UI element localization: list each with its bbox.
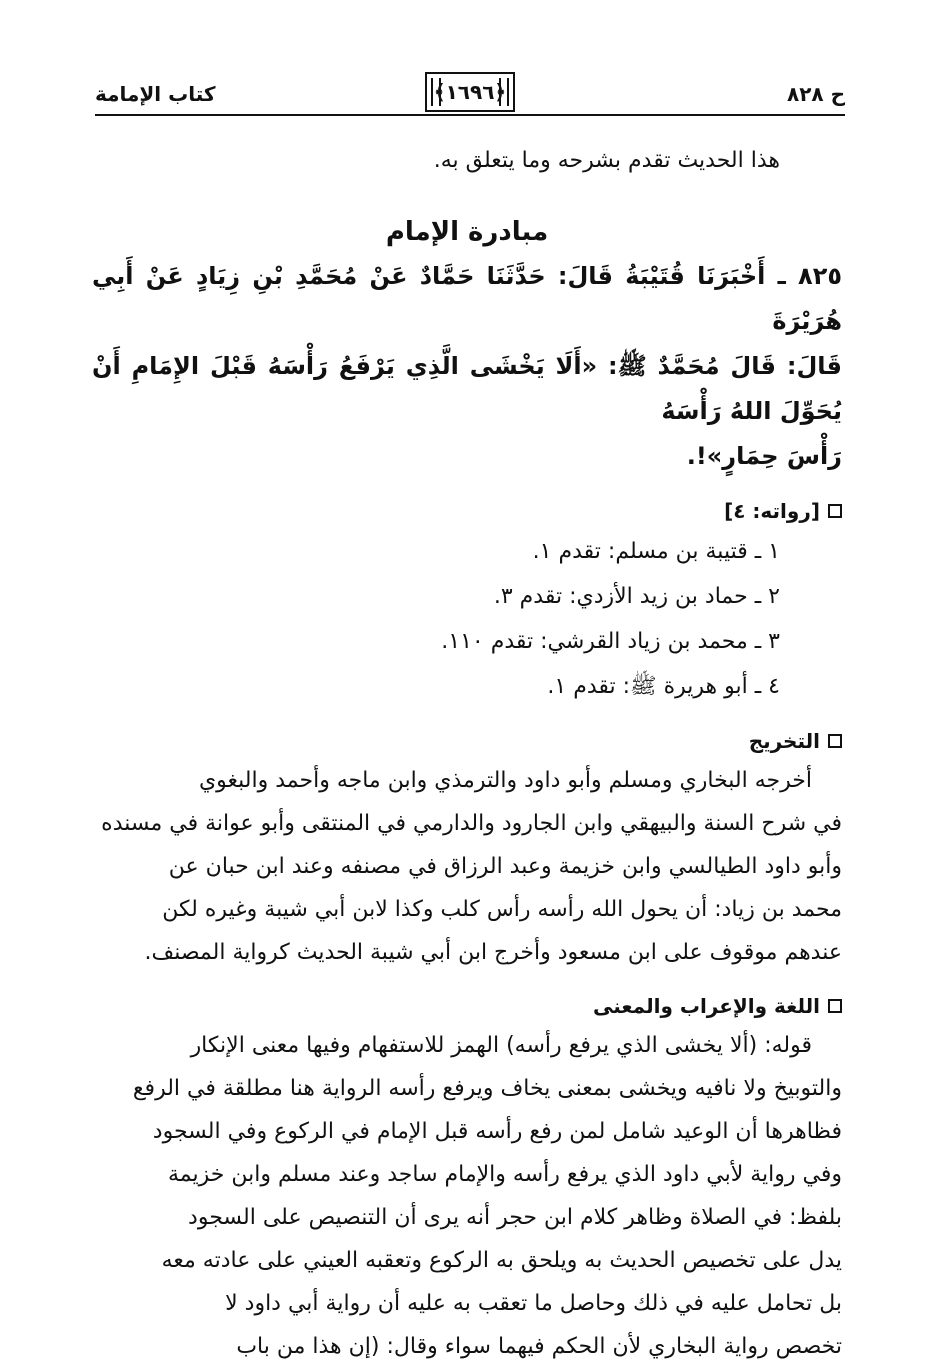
narrators-heading-label: [رواته: ٤] — [724, 499, 820, 523]
section-title: مبادرة الإمام — [385, 217, 549, 247]
hadith-line: رَأْسَ حِمَارٍ»!. — [686, 442, 842, 470]
takhrij-text — [92, 759, 842, 974]
hadith-line: قَالَ: قَالَ مُحَمَّدٌ ﷺ: «أَلَا يَخْشَى الَّذِي يَرْفَعُ رَأْسَهُ قَبْلَ الإِمَامِ أَنْ يُحَوِّلَ اللهُ رَأْسَهُ — [92, 352, 842, 425]
lugha-heading-label: اللغة والإعراب والمعنى — [592, 994, 820, 1018]
text-line: أخرجه البخاري ومسلم وأبو داود والترمذي وابن ماجه وأحمد والبغوي — [198, 768, 812, 793]
lugha-heading — [92, 988, 842, 1024]
text-line: يدل على تخصيص الحديث به ويلحق به الركوع وتعقبه العيني على عادته معه — [161, 1248, 842, 1273]
text-line: عندهم موقوف على ابن مسعود وأخرج ابن أبي شيبة الحديث كرواية المصنف. — [144, 940, 842, 965]
text-line: فظاهرها أن الوعيد شامل لمن رفع رأسه قبل الإمام في الركوع وفي السجود — [152, 1119, 842, 1144]
hadith-text — [92, 254, 842, 479]
page-header — [95, 72, 845, 132]
text-line: قوله: (ألا يخشى الذي يرفع رأسه) الهمز للاستفهام وفيها معنى الإنكار — [190, 1033, 812, 1058]
narrators-heading — [92, 493, 842, 529]
list-item: ٢ ـ حماد بن زيد الأزدي: تقدم ٣. — [493, 584, 780, 609]
takhrij-heading-label: التخريج — [748, 729, 820, 753]
text-line: بل تحامل عليه في ذلك وحاصل ما تعقب به عليه أن رواية أبي داود لا — [225, 1291, 842, 1316]
intro-text: هذا الحديث تقدم بشرحه وما يتعلق به. — [433, 148, 780, 173]
header-divider — [95, 114, 845, 116]
square-bullet-icon — [828, 504, 842, 518]
list-item: ١ ـ قتيبة بن مسلم: تقدم ١. — [532, 539, 780, 564]
text-line: وفي رواية لأبي داود الذي يرفع رأسه والإمام ساجد وعند مسلم وابن خزيمة — [168, 1162, 842, 1187]
hadith-number-running-title: ح ٨٢٨ — [786, 82, 845, 106]
text-line: محمد بن زياد: أن يحول الله رأسه رأس كلب وكذا لابن أبي شيبة وغيره لكن — [162, 897, 842, 922]
book-running-title: كتاب الإمامة — [95, 82, 216, 106]
takhrij-heading — [92, 723, 842, 759]
narrators-list — [92, 529, 842, 709]
text-line: والتوبيخ ولا نافيه ويخشى بمعنى يخاف ويرفع رأسه الرواية هنا مطلقة في الرفع — [132, 1076, 842, 1101]
text-line: في شرح السنة والبيهقي وابن الجارود والدارمي في المنتقى وأبو عوانة في مسنده — [101, 811, 842, 836]
text-line: تخصص رواية البخاري لأن الحكم فيهما سواء وقال: (إن هذا من باب — [236, 1334, 842, 1359]
lugha-text — [92, 1024, 842, 1368]
page-content — [92, 140, 842, 1368]
list-item: ٣ ـ محمد بن زياد القرشي: تقدم ١١٠. — [441, 629, 780, 654]
square-bullet-icon — [828, 734, 842, 748]
text-line: وأبو داود الطيالسي وابن خزيمة وعبد الرزاق في مصنفه وعند ابن حبان عن — [168, 854, 842, 879]
text-line: بلفظ: في الصلاة وظاهر كلام ابن حجر أنه يرى أن التنصيص على السجود — [188, 1205, 842, 1230]
list-item: ٤ ـ أبو هريرة ﷺ: تقدم ١. — [547, 674, 780, 699]
hadith-line: ٨٢٥ ـ أَخْبَرَنَا قُتَيْبَةُ قَالَ: حَدَّثَنَا حَمَّادٌ عَنْ مُحَمَّدِ بْنِ زِيَادٍ عَنْ أَبِي هُرَيْرَةَ — [92, 262, 842, 335]
page-number: ﴿١٦٩٦﴾ — [425, 72, 515, 112]
square-bullet-icon — [828, 999, 842, 1013]
